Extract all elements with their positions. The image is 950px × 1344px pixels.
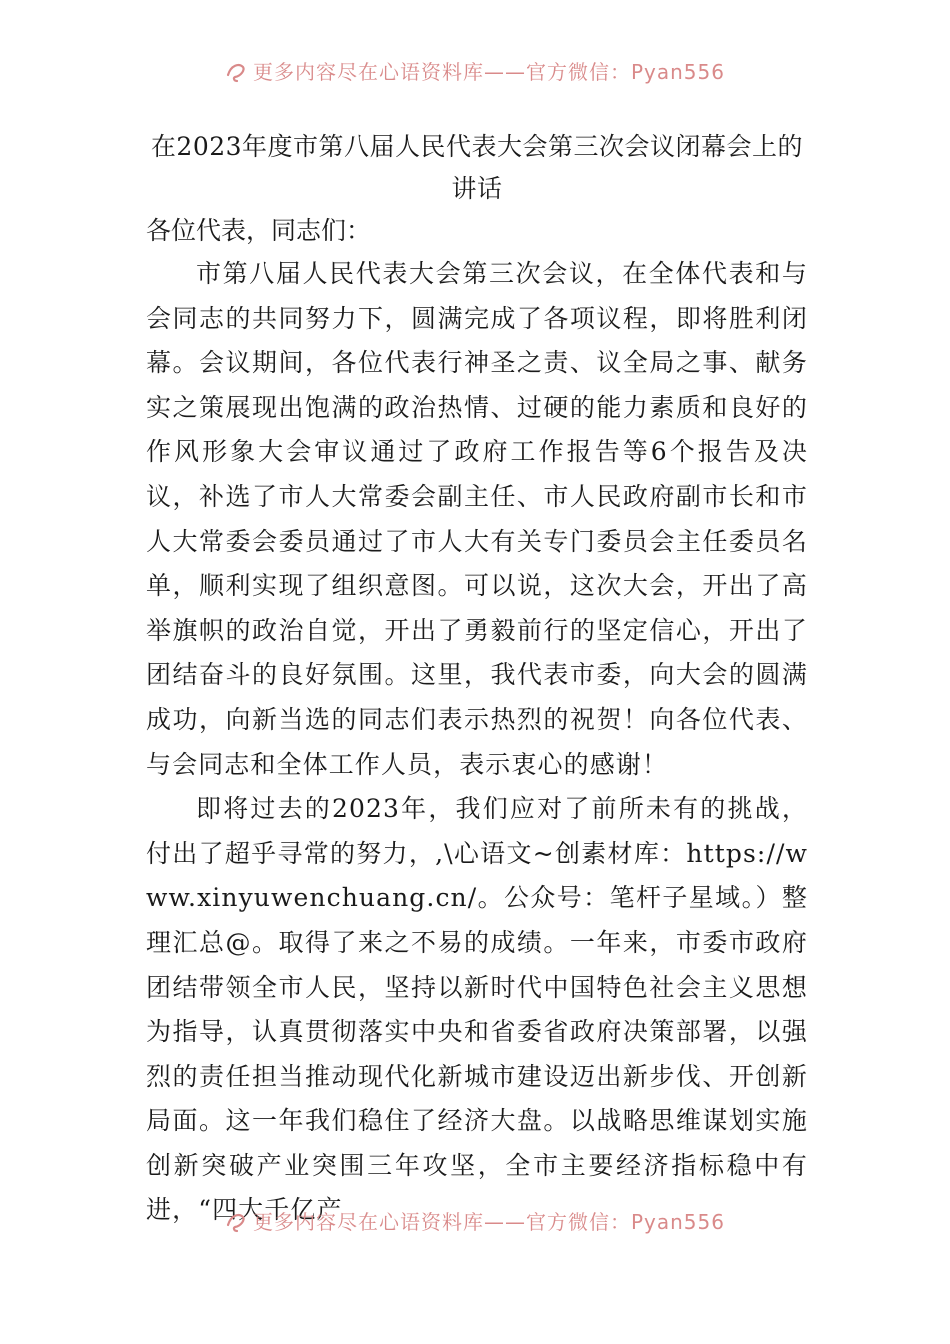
document-body (146, 126, 808, 1233)
watermark-logo-icon (225, 1211, 247, 1233)
paragraph-1: 市第八届人民代表大会第三次会议，在全体代表和与会同志的共同努力下，圆满完成了各项议程，即将胜利闭幕。会议期间，各位代表行神圣之责、议全局之事、献务实之策展现出饱满的政治热情、过硬的能力素质和良好的作风形象大会审议通过了政府工作报告等6个报告及决议，补选了市人大常委会副主任、市人民政府副市长和市人大常委会委员通过了市人大有关专门委员会主任委员名单，顺利实现了组织意图。可以说，这次大会，开出了高举旗帜的政治自觉，开出了勇毅前行的坚定信心，开出了团结奋斗的良好氛围。这里，我代表市委，向大会的圆满成功，向新当选的同志们表示热烈的祝贺！向各位代表、与会同志和全体工作人员，表示衷心的感谢！ (146, 259, 808, 779)
header-watermark (0, 56, 950, 86)
paragraph-2: 即将过去的2023年，我们应对了前所未有的挑战，付出了超乎寻常的努力，,\心语文~创素材库：https://www.xinyuwenchuang.cn/。公众号：笔杆子星域。）整理汇总@。取得了来之不易的成绩。一年来，市委市政府团结带领全市人民，坚持以新时代中国特色社会主义思想为指导，认真贯彻落实中央和省委省政府决策部署，以强烈的责任担当推动现代化新城市建设迈出新步伐、开创新局面。这一年我们稳住了经济大盘。以战略思维谋划实施创新突破产业突围三年攻坚，全市主要经济指标稳中有进，“四大千亿产 (146, 794, 808, 1225)
document-title: 在2023年度市第八届人民代表大会第三次会议闭幕会上的讲话 (150, 132, 804, 203)
salutation: 各位代表，同志们： (146, 216, 372, 245)
footer-watermark-text: 更多内容尽在心语资料库——官方微信：Pyan556 (252, 1210, 725, 1234)
watermark-logo-icon (225, 61, 247, 83)
footer-watermark (0, 1206, 950, 1236)
header-watermark-text: 更多内容尽在心语资料库——官方微信：Pyan556 (252, 60, 725, 84)
